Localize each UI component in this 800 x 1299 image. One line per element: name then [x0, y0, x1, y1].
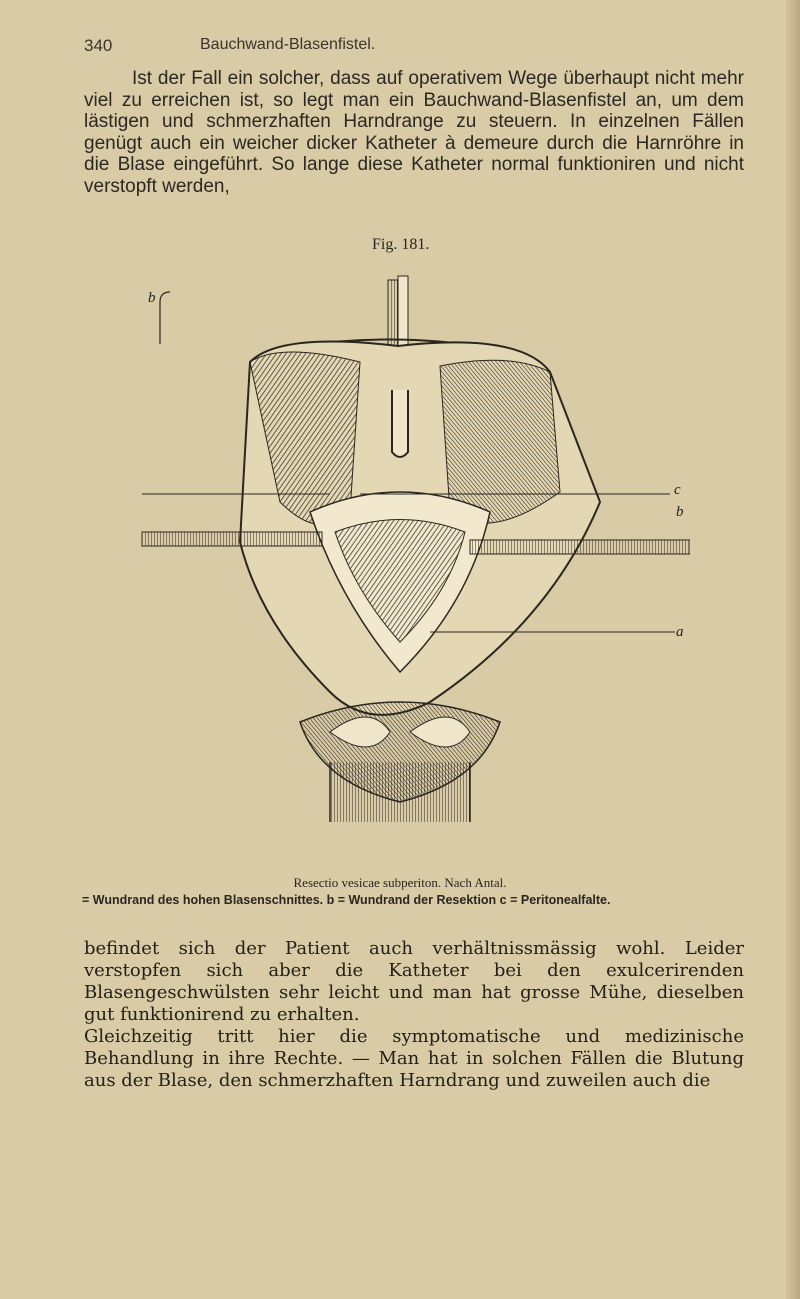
figure-caption-legend: = Wundrand des hohen Blasenschnittes. b = Wundrand der Resektion c = Peritonealfalte.	[82, 893, 611, 907]
anatomical-illustration	[130, 262, 690, 822]
paragraph-top: Ist der Fall ein solcher, dass auf operativem Wege überhaupt nicht mehr viel zu erreichen ist, so legt man ein Bauchwand-Blasenfistel an, um dem lästigen und schmerzhaften Harndrange zu steuern. In einzelnen Fällen genügt auch ein weicher dicker Katheter à demeure durch die Harnröhre in die Blase eingeführt. So lange diese Katheter normal funktioniren und nicht verstopft werden,	[84, 68, 744, 197]
marker-a: a	[676, 624, 684, 640]
running-title: Bauchwand-Blasenfistel.	[200, 36, 376, 53]
bladder-resection-drawing	[130, 262, 690, 822]
figure-label: Fig. 181.	[372, 236, 430, 253]
marker-c: c	[674, 482, 681, 498]
marker-b-right: b	[676, 504, 684, 520]
paragraph-bottom	[84, 938, 744, 1092]
page-number: 340	[84, 36, 113, 55]
paragraph-bottom-2: Gleichzeitig tritt hier die symptomatische und medizinische Behandlung in ihre Rechte. — Man hat in solchen Fällen die Blutung aus der Blase, den schmerzhaften Harndrang und zuweilen auch die	[84, 1026, 744, 1091]
marker-b-left: b	[148, 290, 156, 306]
page-header	[84, 36, 724, 60]
figure-caption-title: Resectio vesicae subperiton. Nach Antal.	[293, 875, 507, 890]
page-edge	[786, 0, 800, 1299]
paragraph-bottom-1: befindet sich der Patient auch verhältnissmässig wohl. Leider verstopfen sich aber die Katheter bei den exulcerirenden Blasengeschwülsten sehr leicht und man hat grosse Mühe, dieselben gut funktionirend zu erhalten.	[84, 938, 744, 1025]
